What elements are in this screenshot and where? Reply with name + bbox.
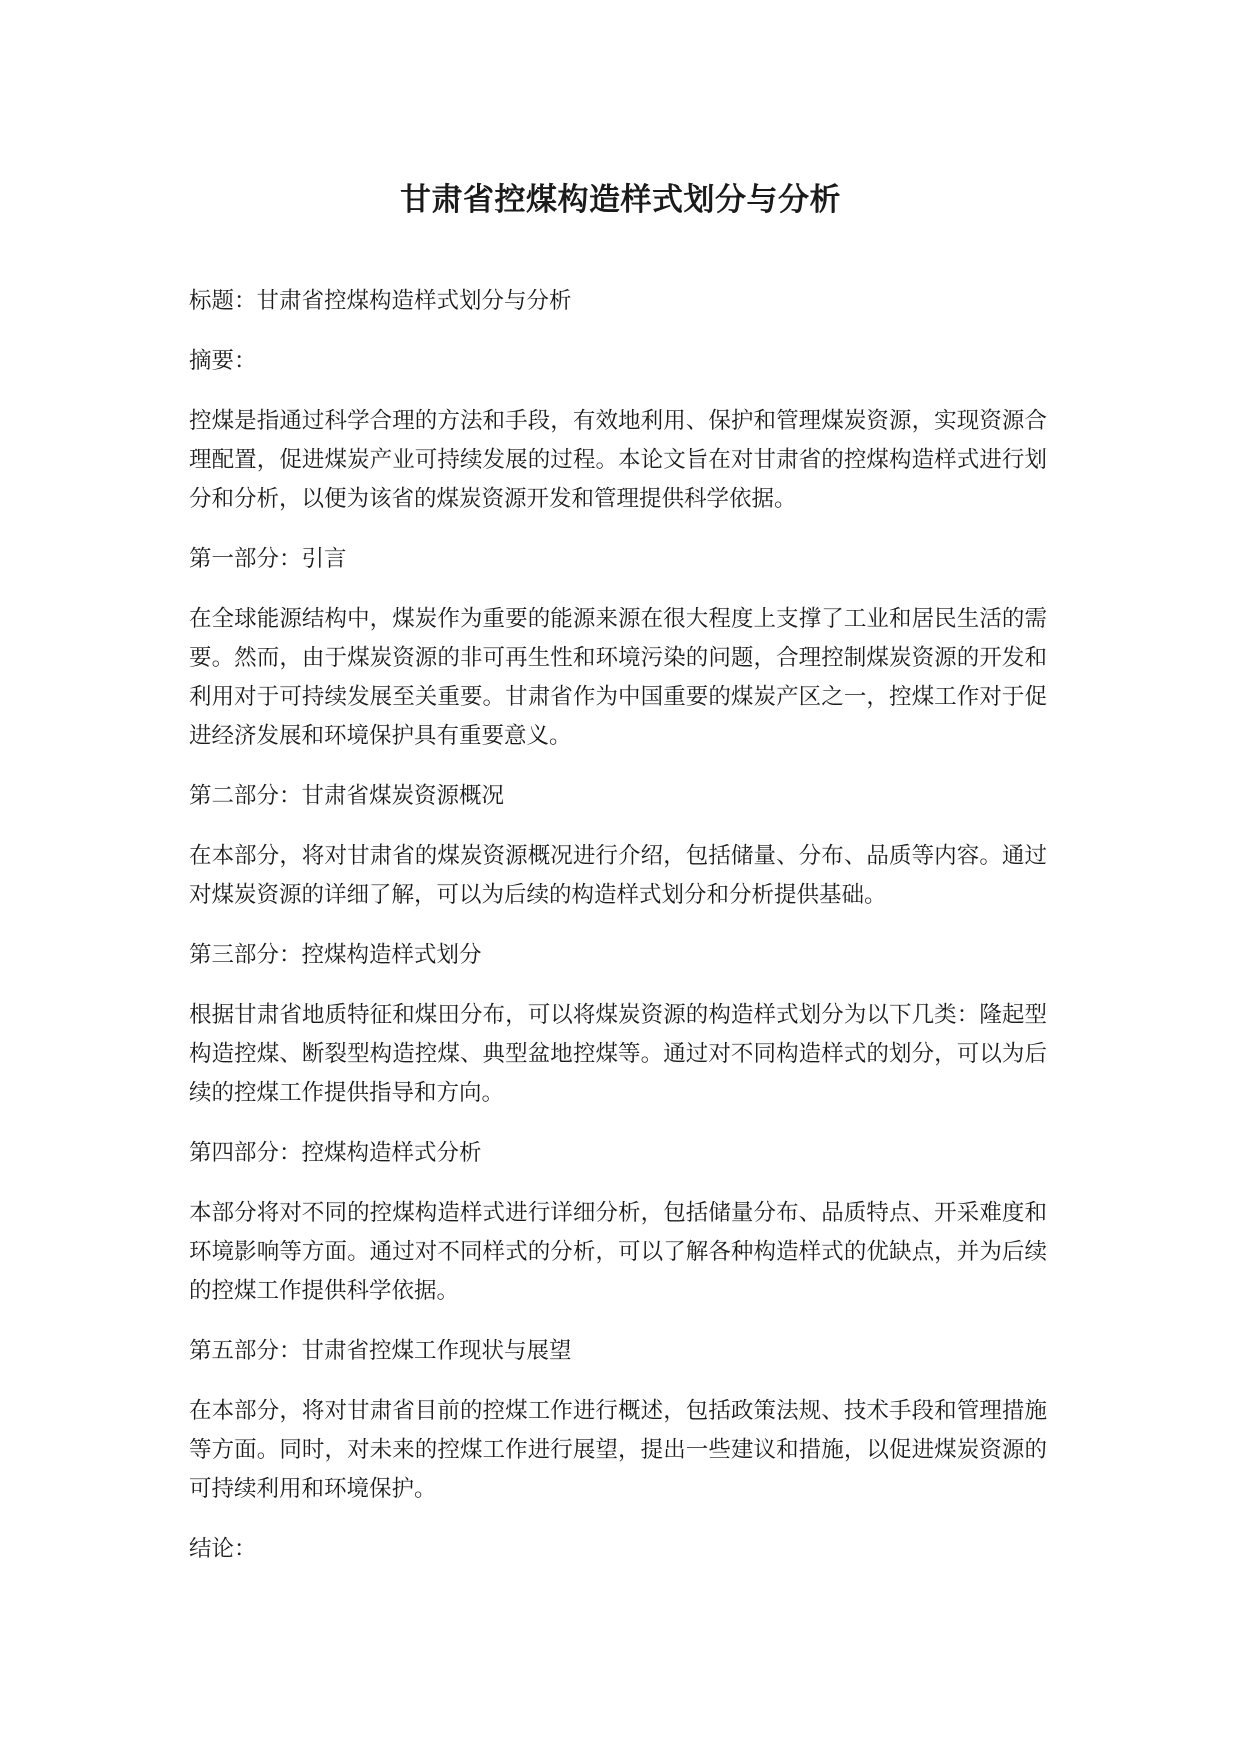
section-body-5: 在本部分，将对甘肃省目前的控煤工作进行概述，包括政策法规、技术手段和管理措施等方面。同时，对未来的控煤工作进行展望，提出一些建议和措施，以促进煤炭资源的可持续利用和环境保护。	[189, 1398, 1047, 1502]
section-heading-4: 第四部分：控煤构造样式分析	[189, 1140, 482, 1166]
section-heading-3: 第三部分：控煤构造样式划分	[189, 942, 482, 968]
section-body-2: 在本部分，将对甘肃省的煤炭资源概况进行介绍，包括储量、分布、品质等内容。通过对煤炭资源的详细了解，可以为后续的构造样式划分和分析提供基础。	[189, 843, 1047, 908]
section-body-4: 本部分将对不同的控煤构造样式进行详细分析，包括储量分布、品质特点、开采难度和环境影响等方面。通过对不同样式的分析，可以了解各种构造样式的优缺点，并为后续的控煤工作提供科学依据。	[189, 1200, 1047, 1304]
document-body	[189, 282, 1047, 1569]
section-heading-5: 第五部分：甘肃省控煤工作现状与展望	[189, 1338, 572, 1364]
document-title: 甘肃省控煤构造样式划分与分析	[400, 182, 841, 218]
conclusion-heading: 结论：	[189, 1536, 257, 1562]
section-body-1: 在全球能源结构中，煤炭作为重要的能源来源在很大程度上支撑了工业和居民生活的需要。然而，由于煤炭资源的非可再生性和环境污染的问题，合理控制煤炭资源的开发和利用对于可持续发展至关重要。甘肃省作为中国重要的煤炭产区之一，控煤工作对于促进经济发展和环境保护具有重要意义。	[189, 606, 1047, 749]
paragraph-abstract-body: 控煤是指通过科学合理的方法和手段，有效地利用、保护和管理煤炭资源，实现资源合理配置，促进煤炭产业可持续发展的过程。本论文旨在对甘肃省的控煤构造样式进行划分和分析，以便为该省的煤炭资源开发和管理提供科学依据。	[189, 408, 1047, 512]
section-heading-2: 第二部分：甘肃省煤炭资源概况	[189, 783, 505, 809]
paragraph-abstract-heading: 摘要：	[189, 348, 257, 374]
paragraph-title-line: 标题：甘肃省控煤构造样式划分与分析	[189, 288, 572, 314]
section-heading-1: 第一部分：引言	[189, 546, 347, 572]
section-body-3: 根据甘肃省地质特征和煤田分布，可以将煤炭资源的构造样式划分为以下几类：隆起型构造控煤、断裂型构造控煤、典型盆地控煤等。通过对不同构造样式的划分，可以为后续的控煤工作提供指导和方向。	[189, 1002, 1047, 1106]
